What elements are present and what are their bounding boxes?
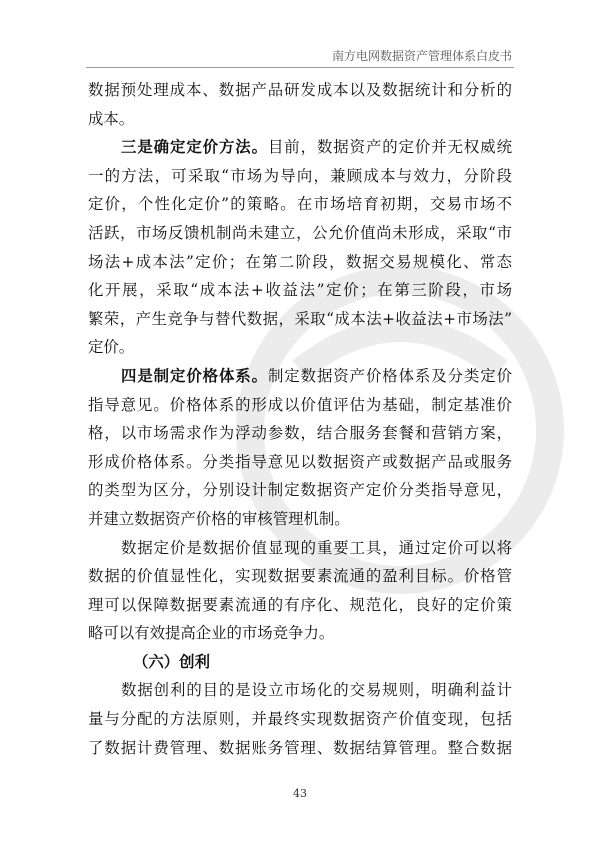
header-divider	[86, 67, 514, 68]
paragraph-line: 数据预处理成本、数据产品研发成本以及数据统计和分析的	[88, 81, 512, 99]
paragraph-line: 一的方法，可采取“市场为导向，兼顾成本与效力，分阶段	[88, 166, 512, 185]
paragraph-line: 场法+成本法”定价；在第二阶段，数据交易规模化、常态	[88, 252, 512, 271]
bold-lead: 四是制定价格体系。	[121, 366, 268, 385]
paragraph-line: 量与分配的方法原则，并最终实现数据资产价值变现，包括	[88, 710, 512, 729]
paragraph-line: 数据的价值显性化，实现数据要素流通的盈利目标。价格管	[88, 567, 512, 586]
running-header: 南方电网数据资产管理体系白皮书	[331, 49, 512, 63]
paragraph-line: 的类型为区分，分别设计制定数据资产定价分类指导意见，	[88, 481, 512, 500]
paragraph-line: 数据创利的目的是设立市场化的交易规则，明确利益计	[121, 681, 512, 700]
paragraph-line: 定价，个性化定价”的策略。在市场培育初期，交易市场不	[88, 195, 512, 214]
document-body	[88, 76, 512, 762]
paragraph-line: 理可以保障数据要素流通的有序化、规范化，良好的定价策	[88, 595, 512, 614]
paragraph-line: 四是制定价格体系。制定数据资产价格体系及分类定价	[121, 366, 512, 385]
paragraph-line: 定价。	[88, 338, 135, 357]
paragraph-line: 形成价格体系。分类指导意见以数据资产或数据产品或服务	[88, 452, 512, 471]
paragraph-line: 格，以市场需求作为浮动参数，结合服务套餐和营销方案，	[88, 424, 512, 443]
paragraph-line: 三是确定定价方法。目前，数据资产的定价并无权威统	[121, 138, 512, 157]
paragraph-line: 繁荣，产生竞争与替代数据，采取“成本法+收益法+市场法”	[88, 309, 512, 328]
page-number: 43	[293, 787, 307, 800]
paragraph-line: 略可以有效提高企业的市场竞争力。	[88, 624, 335, 643]
section-heading: （六）创利	[133, 652, 210, 671]
paragraph-line: 活跃，市场反馈机制尚未建立，公允价值尚未形成，采取“市	[88, 223, 512, 242]
paragraph-line: 指导意见。价格体系的形成以价值评估为基础，制定基准价	[88, 395, 512, 414]
paragraph-line: 化开展，采取“成本法+收益法”定价；在第三阶段，市场	[88, 281, 512, 300]
paragraph-line: 成本。	[88, 109, 135, 128]
paragraph-line: 了数据计费管理、数据账务管理、数据结算管理。整合数据	[88, 738, 512, 757]
paragraph-line: 并建立数据资产价格的审核管理机制。	[88, 509, 350, 528]
bold-lead: 三是确定定价方法。	[121, 138, 268, 157]
paragraph-line: 数据定价是数据价值显现的重要工具，通过定价可以将	[121, 538, 512, 557]
